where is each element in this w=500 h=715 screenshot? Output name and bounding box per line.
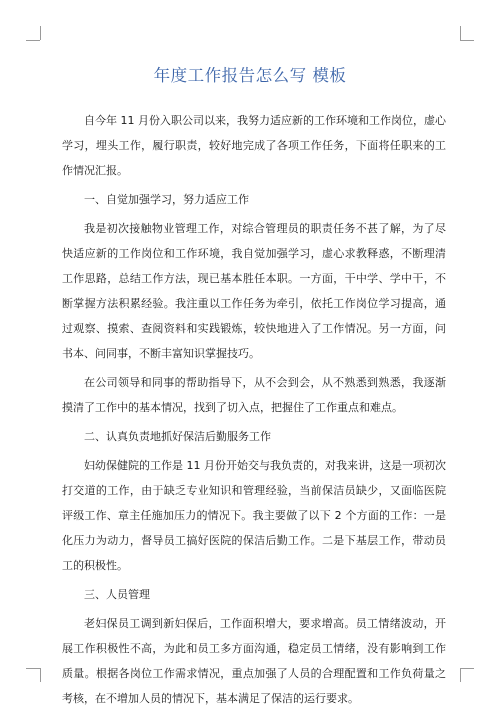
section-heading-3: 三、人员管理: [84, 588, 150, 601]
section-heading-2: 二、认真负责地抓好保洁后勤服务工作: [84, 430, 271, 443]
section-1-paragraph-1: 我是初次接触物业管理工作，对综合管理员的职责任务不甚了解，为了尽快适应新的工作岗位和工作环境，我自觉加强学习，虚心求教释惑，不断理清工作思路，总结工作方法，现已基本胜任本职。一方面，干中学、学中干，不断掌握方法积累经验。我注重以工作任务为牵引，依托工作岗位学习提高，通过观察、摸索、查阅资料和实践锻炼，较快地进入了工作情况。另一方面，问书本、问同事，不断丰富知识掌握技巧。: [62, 222, 446, 360]
crop-mark-top-left-horizontal: [26, 40, 40, 41]
crop-mark-bottom-right-vertical: [460, 668, 461, 682]
section-2-paragraph-1: 妇幼保健院的工作是 11 月份开始交与我负责的，对我来讲，这是一项初次打交道的工作，由于缺乏专业知识和管理经验，当前保洁员缺少，又面临医院评级工作、章主任施加压力的情况下。我主要做了以下 2 个方面的工作：一是化压力为动力，督导员工搞好医院的保洁后勤工作。二是下基层工作，带动员工的积极性。: [62, 459, 446, 572]
document-body: [62, 108, 446, 715]
intro-paragraph: 自今年 11 月份入职公司以来，我努力适应新的工作环境和工作岗位，虚心学习，埋头工作，履行职责，较好地完成了各项工作任务，下面将任职来的工作情况汇报。: [62, 114, 446, 177]
crop-mark-bottom-left-horizontal: [26, 668, 40, 669]
crop-mark-top-right-vertical: [460, 26, 461, 40]
section-3-paragraph-1: 老妇保员工调到新妇保后，工作面积增大，要求增高。员工情绪波动，开展工作积极性不高，为此和员工多方面沟通，稳定员工情绪，没有影响到工作质量。根据各岗位工作需求情况，重点加强了人员的合理配置和工作负荷量之考核，在不增加人员的情况下，基本满足了保洁的运行要求。: [62, 617, 446, 705]
crop-mark-top-right-horizontal: [460, 40, 474, 41]
section-heading-1: 一、自觉加强学习，努力适应工作: [84, 193, 249, 206]
crop-mark-bottom-left-vertical: [40, 668, 41, 682]
crop-mark-bottom-right-horizontal: [460, 668, 474, 669]
crop-mark-top-left-vertical: [40, 26, 41, 40]
document-title: 年度工作报告怎么写 模板: [153, 66, 347, 85]
section-1-paragraph-2: 在公司领导和同事的帮助指导下，从不会到会，从不熟悉到熟悉，我逐渐摸清了工作中的基本情况，找到了切入点，把握住了工作重点和难点。: [62, 376, 446, 414]
